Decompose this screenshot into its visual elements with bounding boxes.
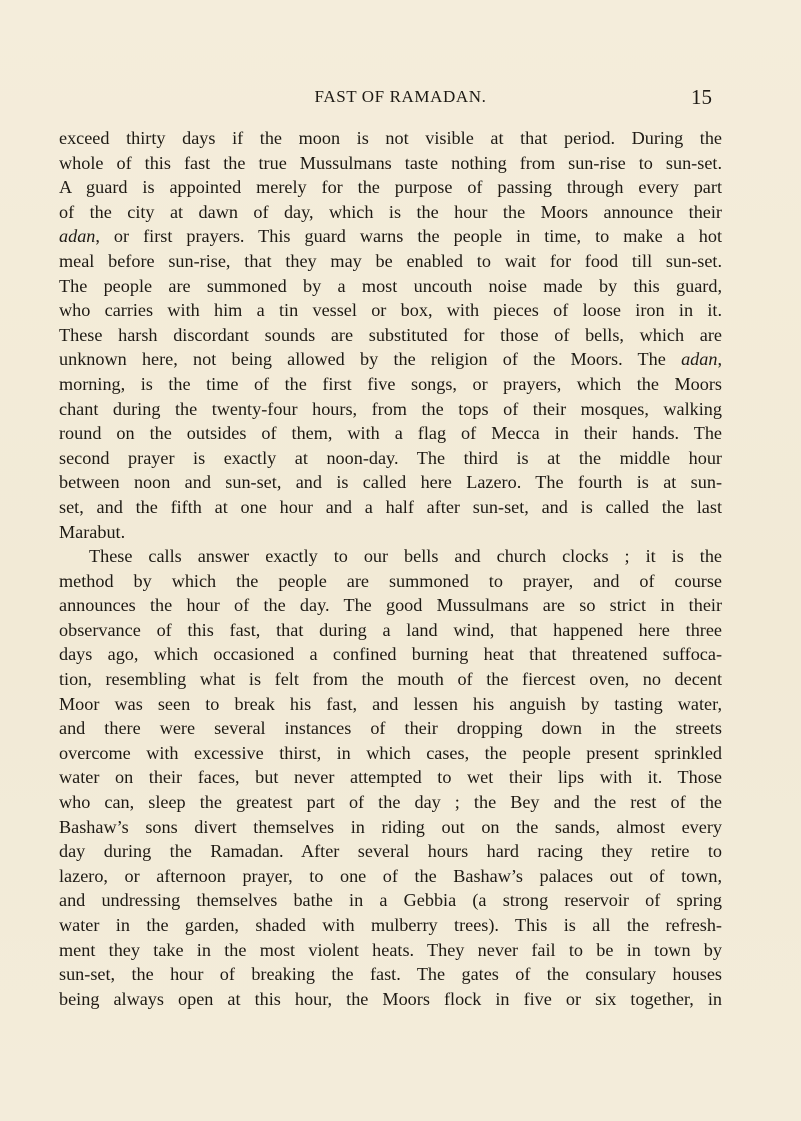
- text-line: method by which the people are summoned to prayer, and of course: [59, 570, 722, 591]
- text-line: second prayer is exactly at noon-day. The third is at the middle hour: [59, 447, 722, 468]
- text-line: exceed thirty days if the moon is not visible at that period. During the: [59, 128, 722, 148]
- text-line: Bashaw’s sons divert themselves in riding out on the sands, almost every: [59, 816, 722, 837]
- text-line: These harsh discordant sounds are substituted for those of bells, which are: [59, 324, 722, 345]
- text-line: whole of this fast the true Mussulmans taste nothing from sun-rise to sun-set.: [59, 152, 722, 173]
- italic-term: adan: [681, 349, 718, 370]
- text-line: round on the outsides of them, with a flag of Mecca in their hands. The: [59, 423, 722, 444]
- text-line: day during the Ramadan. After several hours hard racing they retire to: [59, 841, 722, 862]
- text-line: A guard is appointed merely for the purpose of passing through every part: [59, 177, 722, 198]
- running-title: FAST OF RAMADAN.: [314, 87, 487, 106]
- text-line: tion, resembling what is felt from the mouth of the fiercest oven, no decent: [59, 669, 722, 690]
- text-line: being always open at this hour, the Moors flock in five or six together, in: [59, 988, 722, 1009]
- text-line: These calls answer exactly to our bells and church clocks ; it is the: [89, 546, 722, 567]
- text-line: set, and the fifth at one hour and a half after sun-set, and is called the last: [59, 496, 722, 517]
- running-head: [0, 87, 801, 113]
- text-line: [59, 224, 722, 249]
- line-text: , or first prayers. This guard warns the people in time, to make a hot: [95, 226, 722, 247]
- text-line: [59, 347, 722, 372]
- text-line: who carries with him a tin vessel or box, with pieces of loose iron in it.: [59, 300, 722, 321]
- text-line: lazero, or afternoon prayer, to one of the Bashaw’s palaces out of town,: [59, 865, 722, 886]
- text-line: meal before sun-rise, that they may be enabled to wait for food till sun-set.: [59, 250, 722, 271]
- text-line: announces the hour of the day. The good Mussulmans are so strict in their: [59, 595, 722, 616]
- text-line: chant during the twenty-four hours, from the tops of their mosques, walking: [59, 398, 722, 419]
- text-line: and undressing themselves bathe in a Gebbia (a strong reservoir of spring: [59, 890, 722, 911]
- body-text: [59, 126, 722, 1011]
- text-line: water on their faces, but never attempted to wet their lips with it. Those: [59, 767, 722, 788]
- text-line: who can, sleep the greatest part of the day ; the Bey and the rest of the: [59, 792, 722, 813]
- text-line: days ago, which occasioned a confined burning heat that threatened suffoca-: [59, 644, 722, 665]
- text-line: overcome with excessive thirst, in which cases, the people present sprinkled: [59, 742, 722, 763]
- text-line: sun-set, the hour of breaking the fast. The gates of the consulary houses: [59, 964, 722, 985]
- text-line: ment they take in the most violent heats. They never fail to be in town by: [59, 939, 722, 960]
- line-text: unknown here, not being allowed by the religion of the Moors. The: [59, 349, 682, 370]
- text-line: of the city at dawn of day, which is the hour the Moors announce their: [59, 201, 722, 222]
- text-line: observance of this fast, that during a land wind, that happened here three: [59, 619, 722, 640]
- line-text: ,: [717, 349, 722, 370]
- text-line: water in the garden, shaded with mulberry trees). This is all the refresh-: [59, 915, 722, 935]
- text-line: The people are summoned by a most uncouth noise made by this guard,: [59, 275, 722, 296]
- text-line: between noon and sun-set, and is called here Lazero. The fourth is at sun-: [59, 472, 722, 493]
- page-number: 15: [691, 85, 712, 109]
- text-line: and there were several instances of their dropping down in the streets: [59, 718, 722, 739]
- italic-term: adan: [59, 226, 96, 247]
- text-line: Moor was seen to break his fast, and lessen his anguish by tasting water,: [59, 693, 722, 714]
- text-line: morning, is the time of the first five songs, or prayers, which the Moors: [59, 373, 722, 394]
- text-line: Marabut.: [59, 521, 126, 542]
